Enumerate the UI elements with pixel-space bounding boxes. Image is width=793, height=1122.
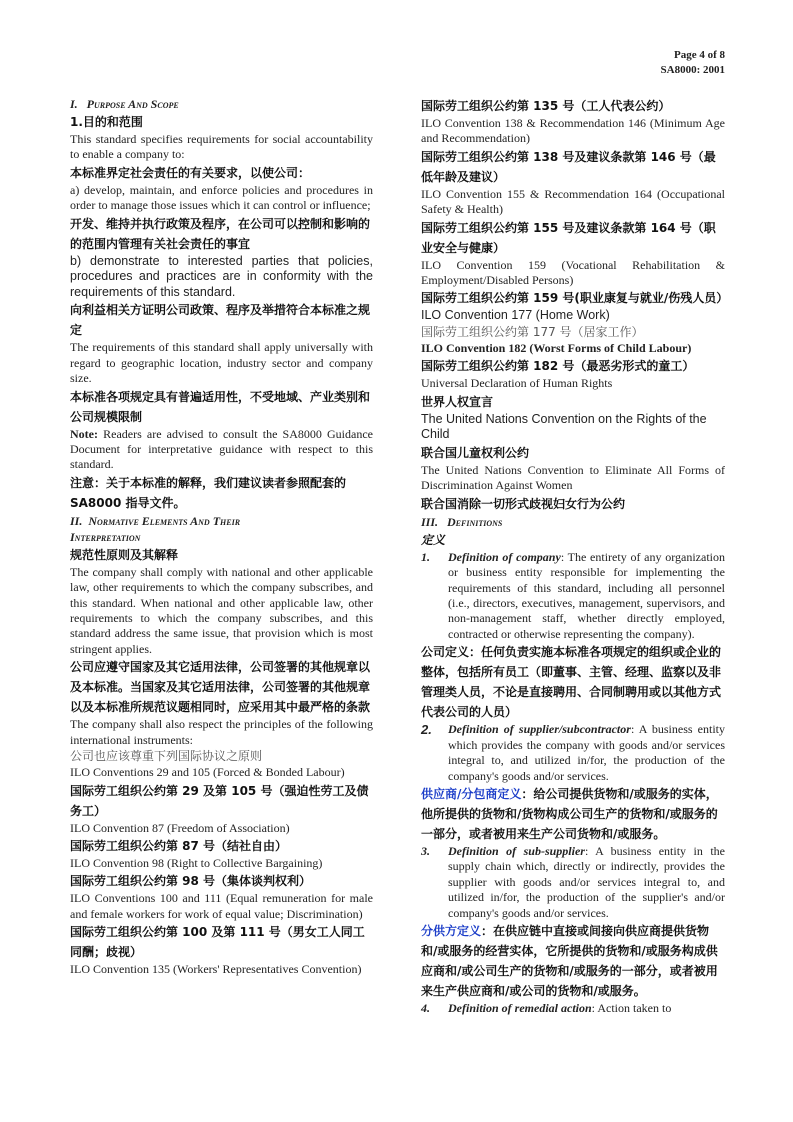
paragraph: This standard specifies requirements for social accountability to enable a company to: [70,132,373,162]
instrument-item-zh: 国际劳工组织公约第 138 号及建议条款第 146 号（最低年龄及建议） [421,149,716,184]
instrument-item-zh: 国际劳工组织公约第 98 号（集体谈判权利） [70,874,312,889]
section-heading-purpose-zh: 1.目的和范围 [70,115,143,129]
definition-supplier: 2. Definition of supplier/subcontractor: A business entity which provides the company with goods and/or services integral to, and utilized in/for, the production of the company's goods and/or services. [421,722,725,783]
instrument-item: Universal Declaration of Human Rights [421,376,613,391]
paragraph-zh: 本标准各项规定具有普遍适用性，不受地域、产业类别和公司规模限制 [70,389,371,424]
instrument-item: ILO Convention 87 (Freedom of Association) [70,820,290,835]
section-heading-definitions-zh: 定义 [421,532,446,547]
section-heading-normative-zh: 规范性原则及其解释 [70,547,179,562]
definition-supplier-zh: 供应商/分包商定义：给公司提供货物和/或服务的实体，他所提供的货物和/货物构成公司生产的货物和/或服务的一部分，或者被用来生产公司货物和/或服务。 [421,786,718,841]
document-code: SA8000: 2001 [660,64,725,76]
note: Note: Readers are advised to consult the SA8000 Guidance Document for interpretative guidance with respect to this standard. [70,426,373,472]
right-column [421,96,729,1016]
instrument-item: ILO Convention 155 & Recommendation 164 (Occupational Safety & Health) [421,186,725,217]
instrument-item: ILO Conventions 100 and 111 (Equal remuneration for male and female workers for work of equal value; Discrimination) [70,891,373,921]
instrument-item-zh: 国际劳工组织公约第 159 号(职业康复与就业/伤残人员） [421,291,729,306]
instrument-item-zh: 国际劳工组织公约第 182 号（最恶劣形式的童工） [421,359,695,374]
instrument-item: The United Nations Convention on the Rights of the Child [421,411,707,442]
definition-company-zh: 公司定义：任何负责实施本标准各项规定的组织或企业的整体，包括所有员工（即董事、主管、经理、监察以及非管理类人员，不论是直接聘用、合同制聘用或以其他方式代表公司的人员） [421,645,722,720]
list-item-b: b) demonstrate to interested parties that policies, procedures and practices are in conformity with the requirements of this standard. [70,253,373,299]
paragraph: The company shall comply with national and other applicable law, other requirements to which the company subscribes, and this standard. When national and other applicable law, other requirements to which the company subscribes, and this standard address the same issue, that provision which is most stringent applies. [70,564,373,656]
instrument-item-zh: 国际劳工组织公约第 29 及第 105 号（强迫性劳工及债务工） [70,783,369,818]
paragraph: The company shall also respect the principles of the following international instruments: [70,717,373,747]
definition-sub-supplier: 3. Definition of sub-supplier: A business entity in the supply chain which, directly or indirectly, provides the supplier with goods and/or services integral to, and utilized in/for, the production of the supplier's and/or company's goods and/or services. [421,843,726,920]
section-heading-definitions: III. Definitions [421,514,503,529]
note-zh: 注意：关于本标准的解释，我们建议读者参照配套的SA8000 指导文件。 [70,475,347,510]
left-column [70,96,373,978]
instrument-item-zh: 国际劳工组织公约第 135 号（工人代表公约） [421,99,671,113]
instrument-item-zh: 联合国消除一切形式歧视妇女行为公约 [421,496,626,511]
list-item-a: a) develop, maintain, and enforce policies and procedures in order to manage those issues which it can control or influence; [70,182,373,213]
paragraph-zh: 公司也应该尊重下列国际协议之原则 [70,749,263,764]
list-item-b-zh: 向利益相关方证明公司政策、程序及举措符合本标准之规定 [70,303,371,338]
instrument-item: ILO Convention 159 (Vocational Rehabilitation & Employment/Disabled Persons) [421,257,725,288]
definition-remedial-action: 4. Definition of remedial action: Action taken to [421,1000,672,1015]
definition-sub-supplier-zh: 分供方定义：在供应链中直接或间接向供应商提供货物和/或服务的经营实体，它所提供的货物和/或服务构成供应商和/或公司生产的货物和/或服务的一部分，或者被用来生产供应商和/或公司的货物和/或服务。 [421,923,718,998]
section-heading-normative: II. Normative Elements And Their Interpretation [70,513,241,544]
paragraph: The requirements of this standard shall apply universally with regard to geographic location, industry sector and company size. [70,340,373,386]
instrument-item: ILO Convention 182 (Worst Forms of Child Labour) [421,341,692,356]
paragraph-zh: 本标准界定社会责任的有关要求，以使公司： [70,165,311,180]
instrument-item: ILO Convention 135 (Workers' Representatives Convention) [70,962,362,977]
definition-company: 1. Definition of company: The entirety of any organization or business entity responsible for implementing the requirements of this standard, including all personnel (i.e., directors, executives, management, supervisors, and non-management staff, whether directly employed, contracted or otherwise representing the company). [421,549,726,641]
instrument-item: ILO Convention 138 & Recommendation 146 (Minimum Age and Recommendation) [421,116,725,146]
instrument-item-zh: 联合国儿童权利公约 [421,446,530,461]
section-heading-purpose: I. Purpose And Scope [70,97,179,111]
instrument-item: ILO Convention 98 (Right to Collective Bargaining) [70,855,323,870]
instrument-item-zh: 国际劳工组织公约第 87 号（结社自由） [70,838,288,853]
instrument-item: The United Nations Convention to Eliminate All Forms of Discrimination Against Women [421,463,725,493]
instrument-item-zh: 国际劳工组织公约第 155 号及建议条款第 164 号（职业安全与健康） [421,220,716,255]
instrument-item-zh: 世界人权宣言 [421,394,494,409]
instrument-item: ILO Conventions 29 and 105 (Forced & Bonded Labour) [70,765,345,780]
page-header [661,48,725,78]
instrument-item-zh: 国际劳工组织公约第 100 及第 111 号（男女工人同工同酬；歧视） [70,925,365,960]
page-number: Page 4 of 8 [673,49,725,61]
instrument-item: ILO Convention 177 (Home Work) [421,308,610,323]
list-item-a-zh: 开发、维持并执行政策及程序，在公司可以控制和影响的的范围内管理有关社会责任的事宜 [70,216,371,251]
paragraph-zh: 公司应遵守国家及其它适用法律，公司签署的其他规章以及本标准。当国家及其它适用法律，公司签署的其他规章以及本标准所规范议题相同时，应采用其中最严格的条款 [70,660,371,715]
instrument-item-zh: 国际劳工组织公约第 177 号（居家工作） [421,325,644,340]
